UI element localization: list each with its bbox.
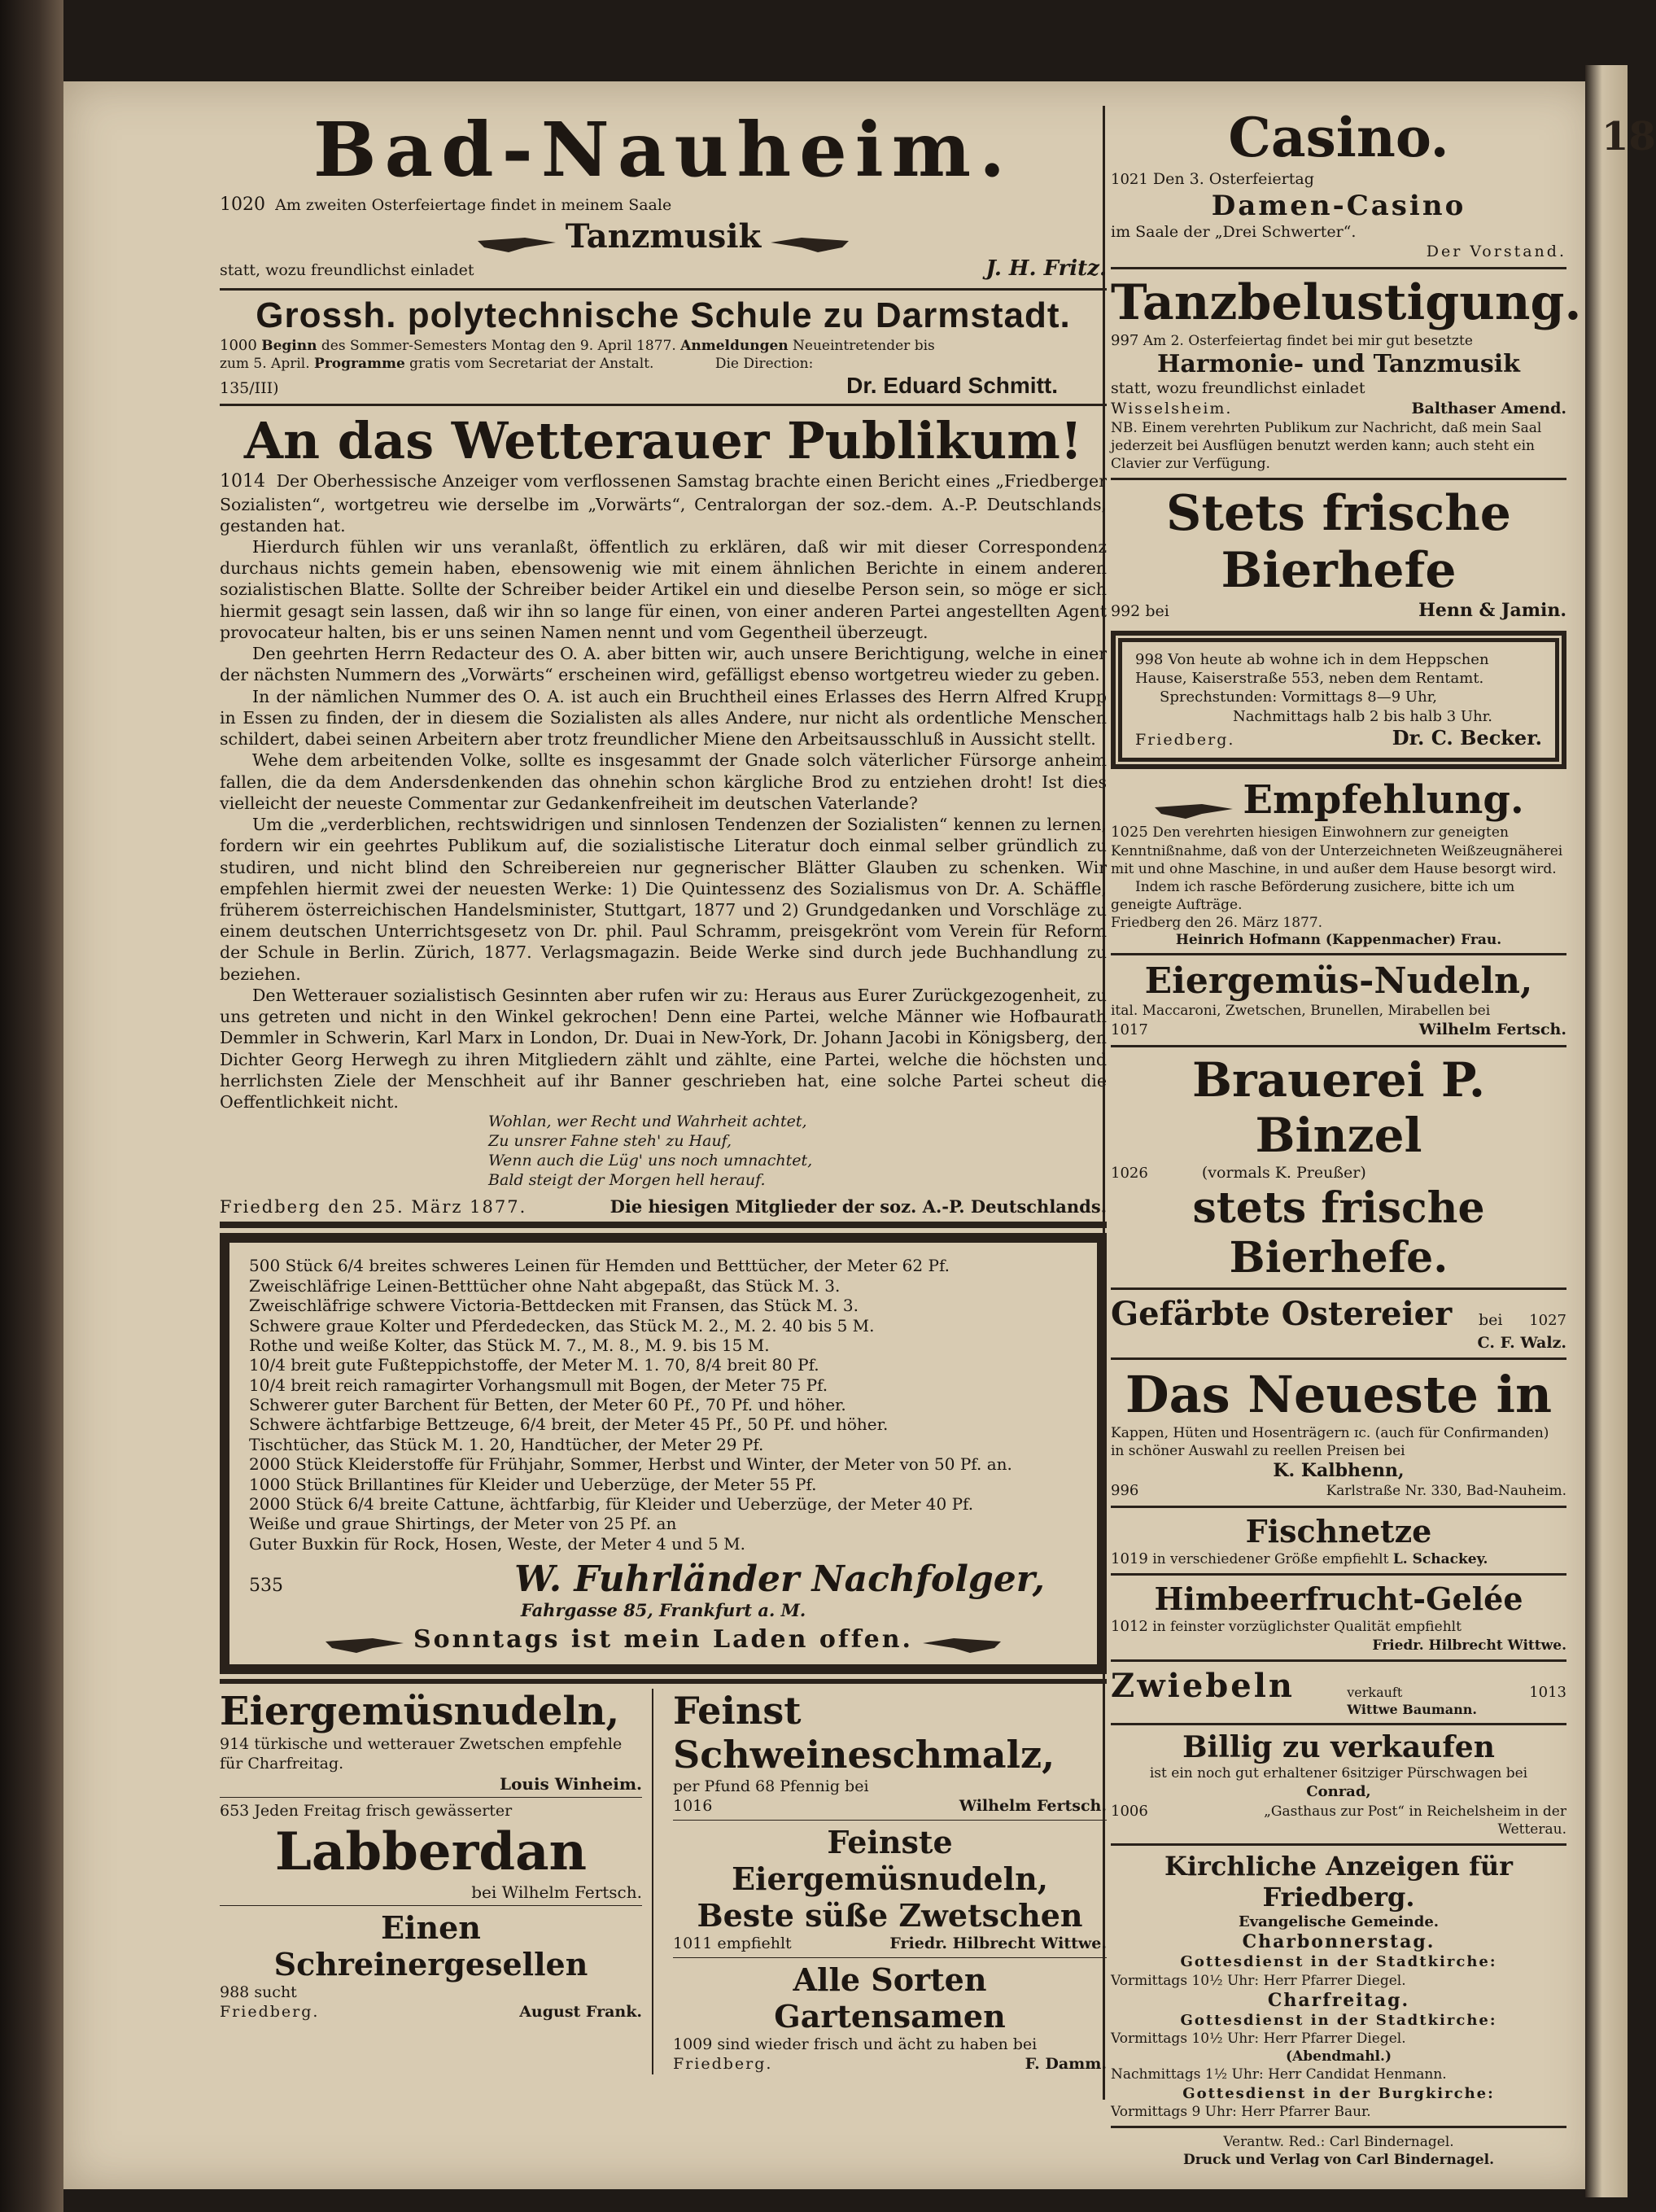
- article-body: [220, 470, 1107, 1113]
- ad-billig: Billig zu verkaufen ist ein noch gut erhaltener 6sitziger Pürschwagen bei Conrad, 1006 „Gasthaus zur Post“ in Reichelsheim in der Wetterau.: [1111, 1730, 1566, 1838]
- ad-empfehlung: Empfehlung. 1025 Den verehrten hiesigen Einwohnern zur geneigten Kenntnißnahme, daß von der Unterzeichneten Weißzeugnäherei mit und ohne Maschine, in und außer dem Hause besorgt wird. Indem ich rasche Beförderung zusichere, bitte ich um geneigte Aufträge. Friedberg den 26. März 1877. Heinrich Hofmann (Kappenmacher) Frau.: [1111, 777, 1563, 949]
- list-item: Schwere graue Kolter und Pferdedecken, das Stück M. 2., M. 2. 40 bis 5 M.: [249, 1315, 875, 1336]
- pointing-hand-right-icon: [476, 231, 561, 256]
- list-item: Weiße und graue Shirtings, der Meter von 25 Pf. an: [249, 1514, 677, 1534]
- ad-title: Casino.: [1228, 106, 1449, 169]
- book-edge-right: [1585, 65, 1628, 2197]
- list-item: 500 Stück 6/4 breites schweres Leinen für Hemden und Betttücher, der Meter 62 Pf.: [249, 1256, 950, 1276]
- article-paragraph: 1014 Der Oberhessische Anzeiger vom verflossenen Samstag brachte einen Bericht eines „Friedberger Sozialisten“, wortgetreu wie derselbe im „Vorwärts“, Centralorgan der soz.-dem. A.-P. Deutschlands, gestanden hat.: [220, 471, 1107, 536]
- imprint-publisher: Druck und Verlag von Carl Bindernagel.: [1183, 2152, 1494, 2169]
- ad-title: Fischnetze: [1245, 1512, 1432, 1550]
- ad-title: Feinst Schweineschmalz,: [673, 1688, 1055, 1777]
- poem: Wohlan, wer Recht und Wahrheit achtet, Zu unsrer Fahne steh' zu Hauf, Wenn auch die Lüg' uns noch umnachtet, Bald steigt der Morgen hell herauf.: [488, 1113, 813, 1189]
- ad-becker-framed: 998 Von heute ab wohne ich in dem Heppschen Hause, Kaiserstraße 553, neben dem Rentamt. Sprechstunden: Vormittags 8—9 Uhr, Nachmittags halb 2 bis halb 3 Uhr. Friedberg. Dr. C. Becker.: [1111, 631, 1566, 770]
- ad-title: Zwiebeln: [1111, 1666, 1295, 1705]
- ad-title: Das Neueste in: [1125, 1365, 1553, 1425]
- ad-subtitle: Tanzmusik: [565, 216, 762, 256]
- church-notices: Kirchliche Anzeigen für Friedberg. Evangelische Gemeinde. Charbonnerstag. Gottesdienst in der Stadtkirche: Vormittags 10½ Uhr: Herr Pfarrer Diegel. Charfreitag. Gottesdienst in der Stadtkirche: Vormittags 10½ Uhr: Herr Pfarrer Diegel. (Abendmahl.) Nachmittags 1½ Uhr: Herr Candidat Henmann. Gottesdienst in der Burgkirche: Vormittags 9 Uhr: Herr Pfarrer Baur.: [1111, 1851, 1566, 2121]
- pointing-hand-left-icon: [765, 231, 850, 256]
- ad-subtitle: stets frische Bierhefe.: [1192, 1183, 1485, 1283]
- page-number: 18: [1601, 114, 1656, 160]
- ad-bierhefe: Stets frische Bierhefe 992 bei Henn & Jamin.: [1111, 485, 1566, 622]
- pointing-hand-right-icon: [324, 1632, 409, 1656]
- ad-darmstadt: Grossh. polytechnische Schule zu Darmstadt. 1000 Beginn des Sommer-Semesters Montag den 9. April 1877. Anmeldungen Neueintretender bis zum 5. April. Programme gratis vom Secretariat der Anstalt. Die Direction: 135/III) Dr. Eduard Schmitt.: [220, 295, 1107, 399]
- article-publikum: [220, 411, 1107, 1217]
- list-item: 1000 Stück Brillantines für Kleider und Ueberzüge, der Meter 55 Pf.: [249, 1474, 817, 1494]
- ad-title: Stets frische Bierhefe: [1166, 485, 1511, 600]
- list-item: Zweischläfrige schwere Victoria-Bettdecken mit Fransen, das Stück M. 3.: [249, 1296, 859, 1316]
- ad-title: Bad-Nauheim.: [312, 106, 1014, 194]
- list-item: Zweischläfrige Leinen-Betttücher ohne Naht abgepaßt, das Stück M. 3.: [249, 1275, 841, 1296]
- ad-eiergemuesnudeln: Eiergemüs-Nudeln, ital. Maccaroni, Zwetschen, Brunellen, Mirabellen bei 1017 Wilhelm Fertsch.: [1111, 960, 1566, 1039]
- article-paragraph: Den Wetterauer sozialistisch Gesinnten aber rufen wir zu: Heraus aus Eurer Zurückgezogenheit, zu uns getreten und nicht in den Winkel gekrochen! Denn eine Partei, welche Männer wie Hofbaurath Demmler in Schwerin, Karl Marx in London, Dr. Duai in New-York, Dr. Johann Jacobi in Königsberg, den Dichter Georg Herwegh zu ihren Mitgliedern zählt und zählte, eine Partei, welche die höchsten und herrlichsten Ziele der Menschheit auf ihr Banner geschrieben hat, eine solche Partei scheut die Oeffentlichkeit nicht.: [220, 985, 1107, 1113]
- ad-zwiebeln: Zwiebeln verkauft Wittwe Baumann. 1013: [1111, 1666, 1566, 1717]
- ad-casino: Casino. 1021 Den 3. Osterfeiertag Damen-Casino im Saale der „Drei Schwerter“. Der Vorstand.: [1111, 106, 1566, 261]
- article-paragraph: Wehe dem arbeitenden Volke, sollte es insgesammt der Gnade solch väterlicher Fürsorge anheim fallen, die da dem Andersdenkenden das ohnehin schon kärgliche Brod zu entziehen droht! Ist dies vielleicht der neueste Commentar zur Gedankenfreiheit im deutschen Vaterlande?: [220, 750, 1107, 813]
- ad-title: Labberdan: [274, 1821, 588, 1882]
- ad-title: Eiergemüs-Nudeln,: [1144, 960, 1533, 1003]
- article-paragraph: Hierdurch fühlen wir uns veranlaßt, öffentlich zu erklären, daß wir mit dieser Correspondenz durchaus nichts gemein haben, ebensowenig wie mit einem ähnlichen Berichte in einem anderen sozialistischen Blatte. Sollte der Schreiber beider Artikel ein und dieselbe Person sein, so möge er sich hiermit gesagt sein lassen, daß wir ihn so lange für einen, von einer anderen Partei angestellten Agent provocateur halten, bis er uns seinen Namen nennt und vom Gegentheil überzeugt.: [220, 537, 1107, 642]
- ad-subtitle: Harmonie- und Tanzmusik: [1157, 350, 1520, 379]
- ad-title: Himbeerfrucht-Gelée: [1154, 1580, 1523, 1618]
- ad-tanzbelustigung: Tanzbelustigung. 997 Am 2. Osterfeiertag findet bei mir gut besetzte Harmonie- und Tanzmusik statt, wozu freundlichst einladet Wisselsheim. Balthaser Amend. NB. Einem verehrten Publikum zur Nachricht, daß mein Saal jederzeit bei Ausflügen benutzt werden kann; auch steht ein Clavier zur Verfügung.: [1111, 274, 1582, 473]
- ad-ostereier: Gefärbte Ostereier bei 1027 C. F. Walz.: [1111, 1294, 1566, 1352]
- bottom-right-ads: Feinst Schweineschmalz, per Pfund 68 Pfennig bei 1016 Wilhelm Fertsch. Feinste Eiergemüsnudeln, Beste süße Zwetschen 1011 empfiehlt Friedr. Hilbrecht Wittwe. Alle Sorten Gartensamen 1009 sind wieder frisch und ächt zu haben bei Friedberg. F. Damm.: [673, 1688, 1107, 2074]
- ad-title: Empfehlung.: [1243, 777, 1524, 824]
- list-item: Tischtücher, das Stück M. 1. 20, Handtücher, der Meter 29 Pf.: [249, 1434, 764, 1454]
- ad-bad-nauheim: Bad-Nauheim. 1020 Am zweiten Osterfeiertage findet in meinem Saale Tanzmusik statt, wozu freundlichst einladet J. H. Fritz.: [220, 106, 1107, 283]
- left-column: [220, 106, 1107, 2074]
- list-item: Schwerer guter Barchent für Betten, der Meter 60 Pf., 70 Pf. und höher.: [249, 1395, 846, 1415]
- ad-fischnetze: Fischnetze 1019 in verschiedener Größe empfiehlt L. Schackey.: [1111, 1513, 1566, 1568]
- pointing-hand-left-icon: [917, 1632, 1003, 1656]
- article-paragraph: Um die „verderblichen, rechtswidrigen und sinnlosen Tendenzen der Sozialisten“ kennen zu lernen, fordern wir ein geehrtes Publikum auf, die sozialistische Literatur doch einmal selber gründlich zu studiren, und nicht blind den Schreibereien nur gegnerischer Blätter Glauben zu schenken. Wir empfehlen hiermit zwei der neuesten Werke: 1) Die Quintessenz des Sozialismus von Dr. A. Schäffle, früherem österreichischen Handelsminister, Stuttgart, 1877 und 2) Grundgedanken und Vorschläge zu einem deutschen Unterrichtsgesetz von Dr. phil. Paul Schramm, preisgekrönt vom Verein für Reform der Schule in Berlin. Zürich, 1877. Verlagsmagazin. Beide Werke sind durch jede Buchhandlung zu beziehen.: [220, 815, 1107, 984]
- list-item: 10/4 breit reich ramagirter Vorhangsmull mit Bogen, der Meter 75 Pf.: [249, 1375, 828, 1395]
- ad-subtitle: Damen-Casino: [1211, 189, 1466, 222]
- list-item: 2000 Stück 6/4 breite Cattune, ächtfarbig, für Kleider und Ueberzüge, der Meter 40 Pf.: [249, 1494, 974, 1515]
- bottom-left-ads: Eiergemüsnudeln, 914 türkische und wetterauer Zwetschen empfehle für Charfreitag. Louis Winheim. 653 Jeden Freitag frisch gewässerter Labberdan bei Wilhelm Fertsch. Einen Schreinergesellen 988 sucht Friedberg. August Frank.: [220, 1689, 653, 2074]
- ad-gelee: Himbeerfrucht-Gelée 1012 in feinster vorzüglichster Qualität empfiehlt Friedr. Hilbrecht Wittwe.: [1111, 1580, 1566, 1654]
- article-paragraph: In der nämlichen Nummer des O. A. ist auch ein Bruchtheil eines Erlasses des Herrn Alfred Krupp in Essen zu finden, der in diesem die Sozialisten als alles Andere, nur nicht als ordentliche Menschen schildert, dabei seinen Arbeitern aber trotz freundlicher Miene den Arbeitsausschluß in Aussicht stellt.: [220, 686, 1107, 750]
- list-item: Schwere ächtfarbige Bettzeuge, 6/4 breit, der Meter 45 Pf., 50 Pf. und höher.: [249, 1414, 889, 1435]
- ad-title: Einen Schreinergesellen: [273, 1908, 588, 1982]
- price-list: [249, 1256, 1077, 1554]
- book-spine-shadow: [0, 0, 63, 2212]
- ad-signer: Dr. Eduard Schmitt.: [846, 373, 1058, 399]
- list-item: 2000 Stück Kleiderstoffe für Frühjahr, Sommer, Herbst und Winter, der Meter von 50 Pf. an.: [249, 1454, 1012, 1475]
- pointing-hand-right-icon: [1153, 798, 1239, 822]
- ad-title: Grossh. polytechnische Schule zu Darmstadt.: [256, 295, 1071, 335]
- ad-signer: Dr. C. Becker.: [1392, 726, 1542, 750]
- ad-title: Billig zu verkaufen: [1182, 1730, 1495, 1765]
- ad-fuhrlaender: 500 Stück 6/4 breites schweres Leinen für Hemden und Betttücher, der Meter 62 Pf. Zweischläfrige Leinen-Betttücher ohne Naht abgepaßt, das Stück M. 3. Zweischläfrige schwere Victoria-Bettdecken mit Fransen, das Stück M. 3. Schwere graue Kolter und Pferdedecken, das Stück M. 2., M. 2. 40 bis 5 M. Rothe und weiße Kolter, das Stück M. 7., M. 8., M. 9. bis 15 M. 10/4 breit gute Fußteppichstoffe, der Meter M. 1. 70, 8/4 breit 80 Pf. 10/4 breit reich ramagirter Vorhangsmull mit Bogen, der Meter 75 Pf. Schwerer guter Barchent für Betten, der Meter 60 Pf., 70 Pf. und höher. Schwere ächtfarbige Bettzeuge, 6/4 breit, der Meter 45 Pf., 50 Pf. und höher. Tischtücher, das Stück M. 1. 20, Handtücher, der Meter 29 Pf. 2000 Stück Kleiderstoffe für Frühjahr, Sommer, Herbst und Winter, der Meter von 50 Pf. an. 1000 Stück Brillantines für Kleider und Ueberzüge, der Meter 55 Pf. 2000 Stück 6/4 breite Cattune, ächtfarbig, für Kleider und Ueberzüge, der Meter 40 Pf. Weiße und graue Shirtings, der Meter von 25 Pf. an Guter Buxkin für Rock, Hosen, Weste, der Meter 4 und 5 M. 535 W. Fuhrländer Nachfolger, Fahrgasse 85, Frankfurt a. M. Sonntags ist mein Laden offen.: [220, 1233, 1107, 1673]
- ad-signer: J. H. Fritz.: [985, 256, 1107, 282]
- ad-title: Eiergemüsnudeln,: [220, 1688, 620, 1734]
- imprint-editor: Verantw. Red.: Carl Bindernagel.: [1223, 2134, 1454, 2151]
- ad-brauerei: Brauerei P. Binzel 1026 (vormals K. Preußer) stets frische Bierhefe.: [1111, 1052, 1566, 1283]
- ad-title: Tanzbelustigung.: [1111, 274, 1582, 332]
- ad-title: Brauerei P. Binzel: [1191, 1051, 1486, 1163]
- article-date: Friedberg den 25. März 1877.: [220, 1197, 527, 1217]
- list-item: Rothe und weiße Kolter, das Stück M. 7., M. 8., M. 9. bis 15 M.: [249, 1335, 770, 1355]
- article-paragraph: Den geehrten Herrn Redacteur des O. A. aber bitten wir, auch unsere Berichtigung, welche in einer der nächsten Nummern des „Vorwärts“ erscheinen wird, gefälligst ebenso wortgetreu wieder zu geben.: [220, 644, 1107, 685]
- list-item: Guter Buxkin für Rock, Hosen, Weste, der Meter 4 und 5 M.: [249, 1533, 745, 1554]
- ad-signer: W. Fuhrländer Nachfolger,: [514, 1558, 1045, 1601]
- article-title: An das Wetterauer Publikum!: [243, 411, 1083, 471]
- article-signer: Die hiesigen Mitglieder der soz. A.-P. Deutschlands.: [610, 1196, 1107, 1217]
- ad-title: Alle Sorten Gartensamen: [774, 1961, 1006, 2035]
- right-column: [1111, 106, 1582, 2169]
- list-item: 10/4 breit gute Fußteppichstoffe, der Meter M. 1. 70, 8/4 breit 80 Pf.: [249, 1355, 819, 1375]
- bottom-ads: [220, 1689, 1107, 2074]
- ad-title: Gefärbte Ostereier: [1111, 1294, 1453, 1333]
- ad-subtitle: Beste süße Zwetschen: [697, 1897, 1083, 1934]
- ad-neueste: Das Neueste in Kappen, Hüten und Hosenträgern ɪc. (auch für Confirmanden) in schöner Auswahl zu reellen Preisen bei K. Kalbhenn, 996 Karlstraße Nr. 330, Bad-Nauheim.: [1111, 1365, 1566, 1500]
- ad-title: Feinste Eiergemüsnudeln,: [732, 1824, 1048, 1898]
- ad-title: Kirchliche Anzeigen für Friedberg.: [1164, 1851, 1513, 1913]
